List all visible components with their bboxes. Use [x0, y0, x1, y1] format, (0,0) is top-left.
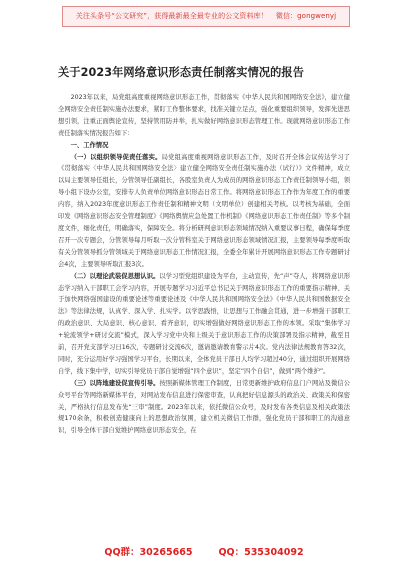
document-title: 关于2023年网络意识形态责任制落实情况的报告	[58, 66, 305, 79]
item-paragraph-3	[58, 378, 350, 438]
item-text: 按照新媒体管理工作制度，日常更新维护政府信息门户网站及微信公众号平台等网络新媒体平台，对网站发布信息进行保密审查，认真把好信息源头的政治关、政策关和保密关，严格执行信息发布先“三审”制度。2023年以来，依托微信公众号，及时发布各类信息及相关政策法规170余条，积极创造健康向上的思想政治氛围，建立机关微信工作群，强化党员干部和职工的沟通意识，引导全体干部自觉维护网络意识形态安全，在	[58, 379, 351, 435]
promo-banner-contact: 微信：gongwenyj	[275, 12, 337, 20]
item-text: 局党组高度重视网络意识形态工作，及时召开全体会议传达学习了《贯彻落实〈中华人民共和国网络安全法〉建立健全网络安全责任制实施办法（试行）》文件精神，成立以局主要领导任组长，分管领导任副组长，各股室负责人为成员的网络意识形态工作责任制领导小组，领导小组下设办公室，安排专人负责单位网络意识形态日常工作。将网络意识形态工作作为年度工作的重要内容，纳入2023年度意识形态工作责任制和精神文明（文明单位）创建相关考核。以考核为基础，全面印发《网络意识形态安全管理制度》《网络舆情应急处置工作机制》《网络意识形态工作责任制》等多个制度文件，细化责任，明确落实，保障安全。将分析研判意识形态领域情况纳入重要议事日程，确保每季度召开一次专题会，分管领导每月听取一次分管科室关于网络意识形态领域情况汇报，主要领导每季度听取有关分管领导抓分管领域关于网络意识形态工作情况汇报，全委全年累计开展网络意识形态工作专题研讨会4次，主要领导听取汇报3次。	[58, 153, 351, 268]
item-lead: （三）以阵地建设促宣传引导。	[70, 379, 160, 387]
item-paragraph-1	[58, 152, 350, 271]
item-text: 以学习型党组织建设为平台，主动宣传，先“声”夺人，将网络意识形态学习纳入干部职工会学习内容，开展专题学习习近平总书记关于网络意识形态工作的重要指示精神、关于加快网络强国建设的重要论述等重要论述及《中华人民共和国网络安全法》《中华人民共和国数据安全法》等法律法规，认真学、深入学、扎实学。以学思践悟，让思想与工作融会贯通，进一步增强干部职工的政治意识、大局意识、核心意识、看齐意识，切实增强做好网络意识形态工作的本领。采取“集体学习+轮流领学+研讨交流”模式，深入学习党中央和上级关于意识形态工作的决策部署及指示精神，截至目前，召开党支部学习日16次，专题研讨交流6次，邀请邀请教育警示片4次。党内法律法规教育答32次，同时，充分运用好学习强国学习平台，长期以来，全体党员干部日人均学习超过40分，通过组织开展网络自学，线下集中学，切实引导党员干部自觉增强“四个意识”，坚定“四个自信”，做到“两个维护”。	[58, 272, 350, 375]
qq-text: QQ：535304092	[218, 547, 304, 558]
intro-paragraph: 2023年以来，局党组高度重视网络意识形态工作，贯彻落实《中华人民共和国网络安全法》，建立健全网络安全责任制实施办法要求，紧盯工作整体要求，找准关键立足点，强化重要组织领导，发挥先进思想引领，注重正面舆论宣传，坚持管用防并举，扎实做好网络意识形态管理工作。现就网络意识形态工作责任制落实情况报告如下：	[58, 94, 350, 137]
item-paragraph-2	[58, 271, 350, 378]
item-lead: （一）以组织领导促责任落实。	[70, 153, 162, 161]
footer-contact	[0, 544, 408, 558]
section-heading: 一、工作情况	[70, 141, 109, 149]
promo-banner[interactable]	[62, 6, 350, 27]
promo-banner-text: 关注头条号“公文研究”，获得最新最全最专业的公文资料库！	[75, 12, 268, 20]
qq-group-text: QQ群：30265665	[104, 547, 193, 558]
item-lead: （二）以理论武装促思想认识。	[70, 272, 160, 280]
document-body	[58, 92, 350, 437]
